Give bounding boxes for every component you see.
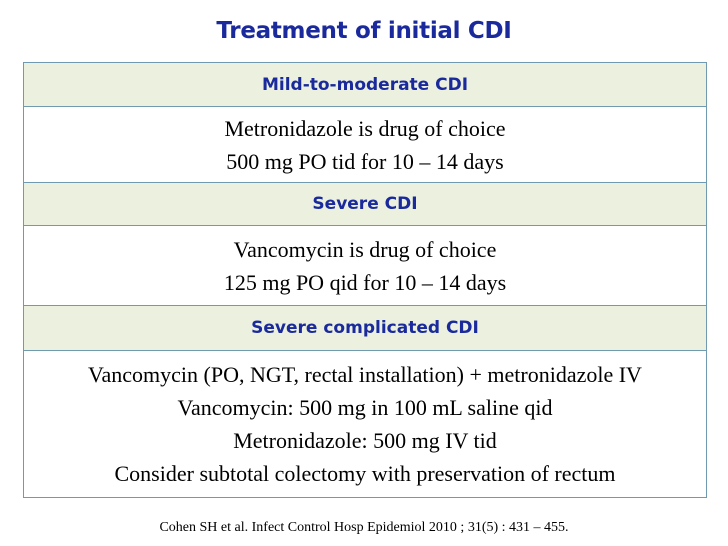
body-line: 500 mg PO tid for 10 – 14 days bbox=[226, 148, 504, 174]
section-header-mild-moderate: Mild-to-moderate CDI bbox=[24, 63, 706, 106]
section-header-severe-complicated: Severe complicated CDI bbox=[24, 305, 706, 350]
section-body-severe bbox=[24, 225, 706, 305]
section-body-severe-complicated bbox=[24, 350, 706, 497]
body-line: Vancomycin is drug of choice bbox=[233, 236, 497, 262]
section-body-mild-moderate bbox=[24, 106, 706, 182]
body-line: Vancomycin: 500 mg in 100 mL saline qid bbox=[177, 395, 553, 420]
citation: Cohen SH et al. Infect Control Hosp Epidemiol 2010 ; 31(5) : 431 – 455. bbox=[159, 520, 569, 535]
body-line: Metronidazole is drug of choice bbox=[224, 115, 506, 141]
body-line: Metronidazole: 500 mg IV tid bbox=[233, 428, 497, 453]
body-line: Consider subtotal colectomy with preservation of rectum bbox=[114, 461, 616, 486]
section-header-severe: Severe CDI bbox=[24, 182, 706, 225]
page-title: Treatment of initial CDI bbox=[216, 18, 512, 44]
treatment-table bbox=[23, 62, 707, 498]
body-line: Vancomycin (PO, NGT, rectal installation) + metronidazole IV bbox=[88, 362, 642, 387]
body-line: 125 mg PO qid for 10 – 14 days bbox=[223, 269, 507, 295]
